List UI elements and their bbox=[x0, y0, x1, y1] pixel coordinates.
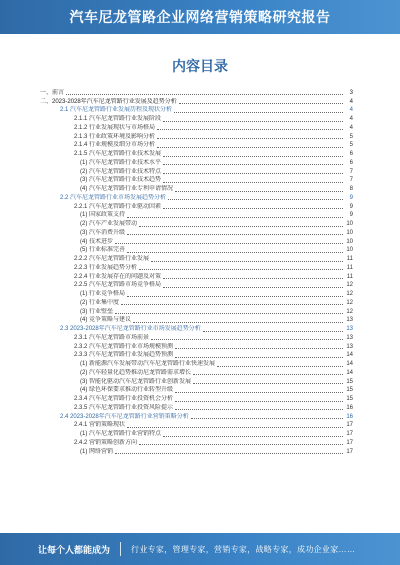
toc-entry-page: 17 bbox=[346, 439, 353, 446]
toc-dot-leader bbox=[133, 321, 343, 323]
toc-entry-page: 4 bbox=[349, 107, 353, 114]
toc-entry-title: 2.3.4 汽车尼龙管路行业投资机会分析 bbox=[74, 396, 174, 402]
toc-dot-leader bbox=[163, 286, 343, 288]
toc-entry[interactable] bbox=[40, 386, 353, 395]
toc-entry-title: (3) 智能化驱动汽车尼龙管路行业创新发展 bbox=[80, 378, 192, 385]
toc-entry-page: 7 bbox=[349, 177, 353, 184]
toc-entry-page: 7 bbox=[349, 168, 353, 175]
toc-dot-leader bbox=[157, 137, 343, 139]
toc-entry-title: 2.3.1 汽车尼龙管路市场前景 bbox=[74, 334, 150, 341]
toc-entry-title: 2.2.4 行业发展存在的问题及对策 bbox=[74, 273, 162, 280]
toc-entry-page: 6 bbox=[349, 151, 353, 157]
toc-entry[interactable] bbox=[40, 333, 353, 342]
toc-entry-title: 2.1.2 行业发展现状与市场格局 bbox=[74, 124, 156, 131]
toc-entry[interactable] bbox=[40, 237, 353, 246]
toc-dot-leader bbox=[163, 155, 343, 157]
toc-entry-title: 2.1.3 行业政策环境及影响分析 bbox=[74, 133, 156, 140]
toc-dot-leader bbox=[115, 242, 343, 244]
toc-entry-page: 4 bbox=[349, 98, 353, 105]
toc-entry[interactable] bbox=[40, 342, 353, 351]
toc-entry-page: 12 bbox=[346, 282, 353, 289]
toc-entry-title: (2) 汽车尼龙管路行业技术特点 bbox=[80, 168, 162, 175]
toc-dot-leader bbox=[174, 111, 343, 113]
toc-entry-page: 4 bbox=[349, 116, 353, 122]
toc-entry-page: 12 bbox=[346, 291, 353, 297]
toc-dot-leader bbox=[203, 330, 343, 332]
toc-dot-leader bbox=[163, 207, 343, 209]
toc-entry-page: 6 bbox=[349, 159, 353, 166]
toc-dot-leader bbox=[175, 190, 343, 192]
toc-entry-page: 5 bbox=[349, 133, 353, 140]
toc-entry[interactable] bbox=[40, 324, 353, 333]
toc-entry-page: 13 bbox=[346, 334, 353, 341]
toc-entry-page: 5 bbox=[349, 142, 353, 149]
toc-entry[interactable] bbox=[40, 97, 353, 106]
toc-entry-title: (3) 行业壁垒 bbox=[80, 308, 114, 315]
toc-entry-page: 10 bbox=[346, 238, 353, 245]
toc-entry[interactable] bbox=[40, 88, 353, 97]
footer-tagline: 行业专家，管理专家，营销专家，战略专家，成功企业家…… bbox=[131, 544, 356, 554]
toc-entry-page: 11 bbox=[346, 264, 353, 271]
toc-entry-page: 13 bbox=[346, 326, 353, 332]
toc-dot-leader bbox=[163, 435, 343, 437]
toc-entry-title: (4) 技术进步 bbox=[80, 238, 114, 245]
toc-entry-title: 2.3 2023-2028年汽车尼龙管路行业市场发展趋势分析 bbox=[60, 326, 201, 332]
toc-entry[interactable] bbox=[40, 359, 353, 368]
toc-entry[interactable] bbox=[40, 412, 353, 421]
toc-entry[interactable] bbox=[40, 254, 353, 263]
toc-dot-leader bbox=[127, 251, 343, 253]
toc-entry-title: (2) 汽车产业发展带动 bbox=[80, 221, 138, 227]
toc-entry-title: 2.2.2 汽车尼龙管路行业发展 bbox=[74, 256, 150, 262]
toc-entry[interactable] bbox=[40, 167, 353, 176]
toc-entry-title: 2.2.3 行业发展趋势分析 bbox=[74, 264, 138, 271]
toc-entry-page: 11 bbox=[346, 256, 353, 262]
toc-entry-page: 11 bbox=[346, 273, 353, 280]
toc-entry-page: 15 bbox=[346, 378, 353, 385]
toc-dot-leader bbox=[127, 426, 343, 428]
toc-dot-leader bbox=[217, 365, 343, 367]
toc-entry-page: 10 bbox=[346, 221, 353, 227]
toc-dot-leader bbox=[139, 225, 343, 227]
toc-entry-title: (5) 行业标准完善 bbox=[80, 247, 126, 254]
report-header-bar bbox=[0, 0, 400, 34]
toc-entry-page: 12 bbox=[346, 308, 353, 315]
toc-entry[interactable] bbox=[40, 307, 353, 316]
toc-entry-page: 3 bbox=[349, 89, 353, 96]
toc-entry[interactable] bbox=[40, 351, 353, 360]
toc-entry-page: 14 bbox=[346, 361, 353, 367]
toc-entry-page: 8 bbox=[349, 186, 353, 192]
toc-entry-page: 16 bbox=[346, 404, 353, 411]
toc-entry-title: (4) 绿色环保要求推动行业转型升级 bbox=[80, 387, 174, 394]
toc-entry-page: 17 bbox=[346, 431, 353, 437]
toc-entry-title: (3) 汽车消费升级 bbox=[80, 229, 126, 236]
toc-entry[interactable] bbox=[40, 281, 353, 290]
toc-entry-title: (3) 汽车尼龙管路行业技术趋势 bbox=[80, 177, 162, 184]
toc-dot-leader bbox=[127, 233, 343, 235]
toc-heading: 内容目录 bbox=[172, 58, 228, 74]
toc-dot-leader bbox=[163, 163, 343, 165]
toc-entry[interactable] bbox=[40, 228, 353, 237]
toc-entry[interactable] bbox=[40, 106, 353, 115]
toc-entry-title: 2.3.5 汽车尼龙管路行业投资风险提示 bbox=[74, 404, 174, 411]
toc-entry-title: (1) 汽车尼龙管路行业技术水平 bbox=[80, 159, 162, 166]
table-of-contents bbox=[40, 88, 353, 456]
toc-entry[interactable] bbox=[40, 263, 353, 272]
toc-entry[interactable] bbox=[40, 429, 353, 438]
toc-entry[interactable] bbox=[40, 316, 353, 325]
toc-entry-title: 2.4.1 营销策略现状 bbox=[74, 422, 126, 429]
toc-dot-leader bbox=[66, 93, 343, 95]
toc-entry[interactable] bbox=[40, 158, 353, 167]
toc-entry-title: 2.3.2 汽车尼龙管路行业市场规模预测 bbox=[74, 343, 174, 350]
toc-dot-leader bbox=[175, 400, 343, 402]
toc-entry-title: (1) 汽车尼龙管路行业营销特点 bbox=[80, 431, 162, 437]
toc-entry-page: 14 bbox=[346, 352, 353, 359]
toc-dot-leader bbox=[179, 102, 343, 104]
toc-entry[interactable] bbox=[40, 149, 353, 158]
toc-entry[interactable] bbox=[40, 176, 353, 185]
toc-dot-leader bbox=[168, 198, 343, 200]
toc-entry-page: 9 bbox=[349, 212, 353, 219]
toc-entry-title: 二、2023-2028年汽车尼龙管路行业发展及趋势分析 bbox=[40, 98, 177, 105]
toc-entry-page: 9 bbox=[349, 203, 353, 210]
toc-dot-leader bbox=[175, 356, 343, 358]
toc-entry-title: 2.3.3 汽车尼龙管路行业发展趋势预测 bbox=[74, 352, 174, 359]
toc-entry-title: 2.1.1 汽车尼龙管路行业发展阶段 bbox=[74, 116, 162, 122]
toc-dot-leader bbox=[139, 268, 343, 270]
toc-entry[interactable] bbox=[40, 394, 353, 403]
toc-entry[interactable] bbox=[40, 246, 353, 255]
toc-entry-title: (4) 汽车尼龙管路行业专利申请情况 bbox=[80, 186, 174, 192]
toc-entry-page: 4 bbox=[349, 124, 353, 131]
report-footer-bar bbox=[0, 533, 400, 565]
toc-entry-title: (1) 新能源汽车发展带动汽车尼龙管路行业快速发展 bbox=[80, 361, 216, 367]
toc-dot-leader bbox=[115, 312, 343, 314]
footer-divider bbox=[120, 542, 121, 556]
toc-entry[interactable] bbox=[40, 211, 353, 220]
toc-dot-leader bbox=[175, 391, 343, 393]
toc-entry-page: 17 bbox=[346, 422, 353, 429]
toc-entry-page: 12 bbox=[346, 299, 353, 306]
toc-entry-page: 13 bbox=[346, 317, 353, 324]
toc-entry[interactable] bbox=[40, 202, 353, 211]
toc-entry[interactable] bbox=[40, 377, 353, 386]
toc-entry[interactable] bbox=[40, 114, 353, 123]
toc-entry[interactable] bbox=[40, 368, 353, 377]
toc-entry[interactable] bbox=[40, 289, 353, 298]
toc-dot-leader bbox=[191, 417, 343, 419]
toc-dot-leader bbox=[163, 120, 343, 122]
toc-dot-leader bbox=[151, 338, 343, 340]
toc-dot-leader bbox=[175, 408, 343, 410]
toc-entry-page: 15 bbox=[346, 387, 353, 394]
toc-entry-page: 17 bbox=[346, 448, 353, 455]
toc-entry-page: 10 bbox=[346, 247, 353, 254]
toc-entry-title: 2.4.2 营销策略创新方向 bbox=[74, 439, 138, 446]
toc-entry-title: 2.2 汽车尼龙管路行业市场发展趋势分析 bbox=[60, 194, 167, 201]
toc-entry-title: (2) 汽车轻量化趋势推动尼龙管路需求增长 bbox=[80, 369, 192, 376]
toc-dot-leader bbox=[151, 260, 343, 262]
toc-entry-title: 2.2.5 汽车尼龙管路市场竞争格局 bbox=[74, 282, 162, 289]
toc-entry-title: 2.1.4 行业规模及细分市场分析 bbox=[74, 142, 156, 149]
toc-entry[interactable] bbox=[40, 184, 353, 193]
report-title: 汽车尼龙管路企业网络营销策略研究报告 bbox=[69, 9, 331, 25]
toc-entry[interactable] bbox=[40, 132, 353, 141]
toc-dot-leader bbox=[163, 172, 343, 174]
toc-entry[interactable] bbox=[40, 193, 353, 202]
toc-dot-leader bbox=[163, 181, 343, 183]
toc-entry-page: 13 bbox=[346, 343, 353, 350]
toc-entry-page: 14 bbox=[346, 369, 353, 376]
toc-entry[interactable] bbox=[40, 272, 353, 281]
toc-dot-leader bbox=[193, 373, 343, 375]
toc-entry-page: 9 bbox=[349, 194, 353, 201]
toc-entry-title: 2.1 汽车尼龙管路行业发展历程及现状分析 bbox=[60, 107, 173, 114]
toc-entry[interactable] bbox=[40, 447, 353, 456]
toc-entry-page: 10 bbox=[346, 229, 353, 236]
toc-entry[interactable] bbox=[40, 438, 353, 447]
toc-dot-leader bbox=[121, 303, 343, 305]
toc-entry-title: (1) 网络营销 bbox=[80, 448, 114, 455]
toc-entry-title: (2) 行业集中度 bbox=[80, 299, 120, 306]
toc-dot-leader bbox=[157, 128, 343, 130]
toc-entry-title: 2.2.1 汽车尼龙管路行业驱动因素 bbox=[74, 203, 162, 210]
toc-entry[interactable] bbox=[40, 403, 353, 412]
toc-dot-leader bbox=[127, 216, 343, 218]
toc-entry-page: 16 bbox=[346, 413, 353, 420]
toc-entry[interactable] bbox=[40, 219, 353, 228]
toc-dot-leader bbox=[175, 347, 343, 349]
toc-dot-leader bbox=[163, 277, 343, 279]
toc-entry-title: (1) 国家政策支持 bbox=[80, 212, 126, 219]
toc-dot-leader bbox=[127, 295, 343, 297]
toc-entry-title: 2.1.5 汽车尼龙管路行业技术发展 bbox=[74, 151, 162, 157]
toc-entry-title: (1) 行业竞争格局 bbox=[80, 291, 126, 297]
footer-slogan: 让每个人都能成为 bbox=[38, 544, 111, 555]
toc-entry-title: 2.4 2023-2028年汽车尼龙管路行业营销策略分析 bbox=[60, 413, 189, 420]
toc-dot-leader bbox=[115, 452, 343, 454]
toc-dot-leader bbox=[139, 443, 343, 445]
toc-entry[interactable] bbox=[40, 421, 353, 430]
toc-entry[interactable] bbox=[40, 123, 353, 132]
toc-dot-leader bbox=[193, 382, 343, 384]
toc-entry-title: (4) 竞争策略与建议 bbox=[80, 317, 132, 324]
toc-dot-leader bbox=[157, 146, 343, 148]
toc-entry[interactable] bbox=[40, 298, 353, 307]
toc-entry-title: 一、前言 bbox=[40, 89, 65, 96]
toc-entry-page: 15 bbox=[346, 396, 353, 402]
toc-entry[interactable] bbox=[40, 141, 353, 150]
